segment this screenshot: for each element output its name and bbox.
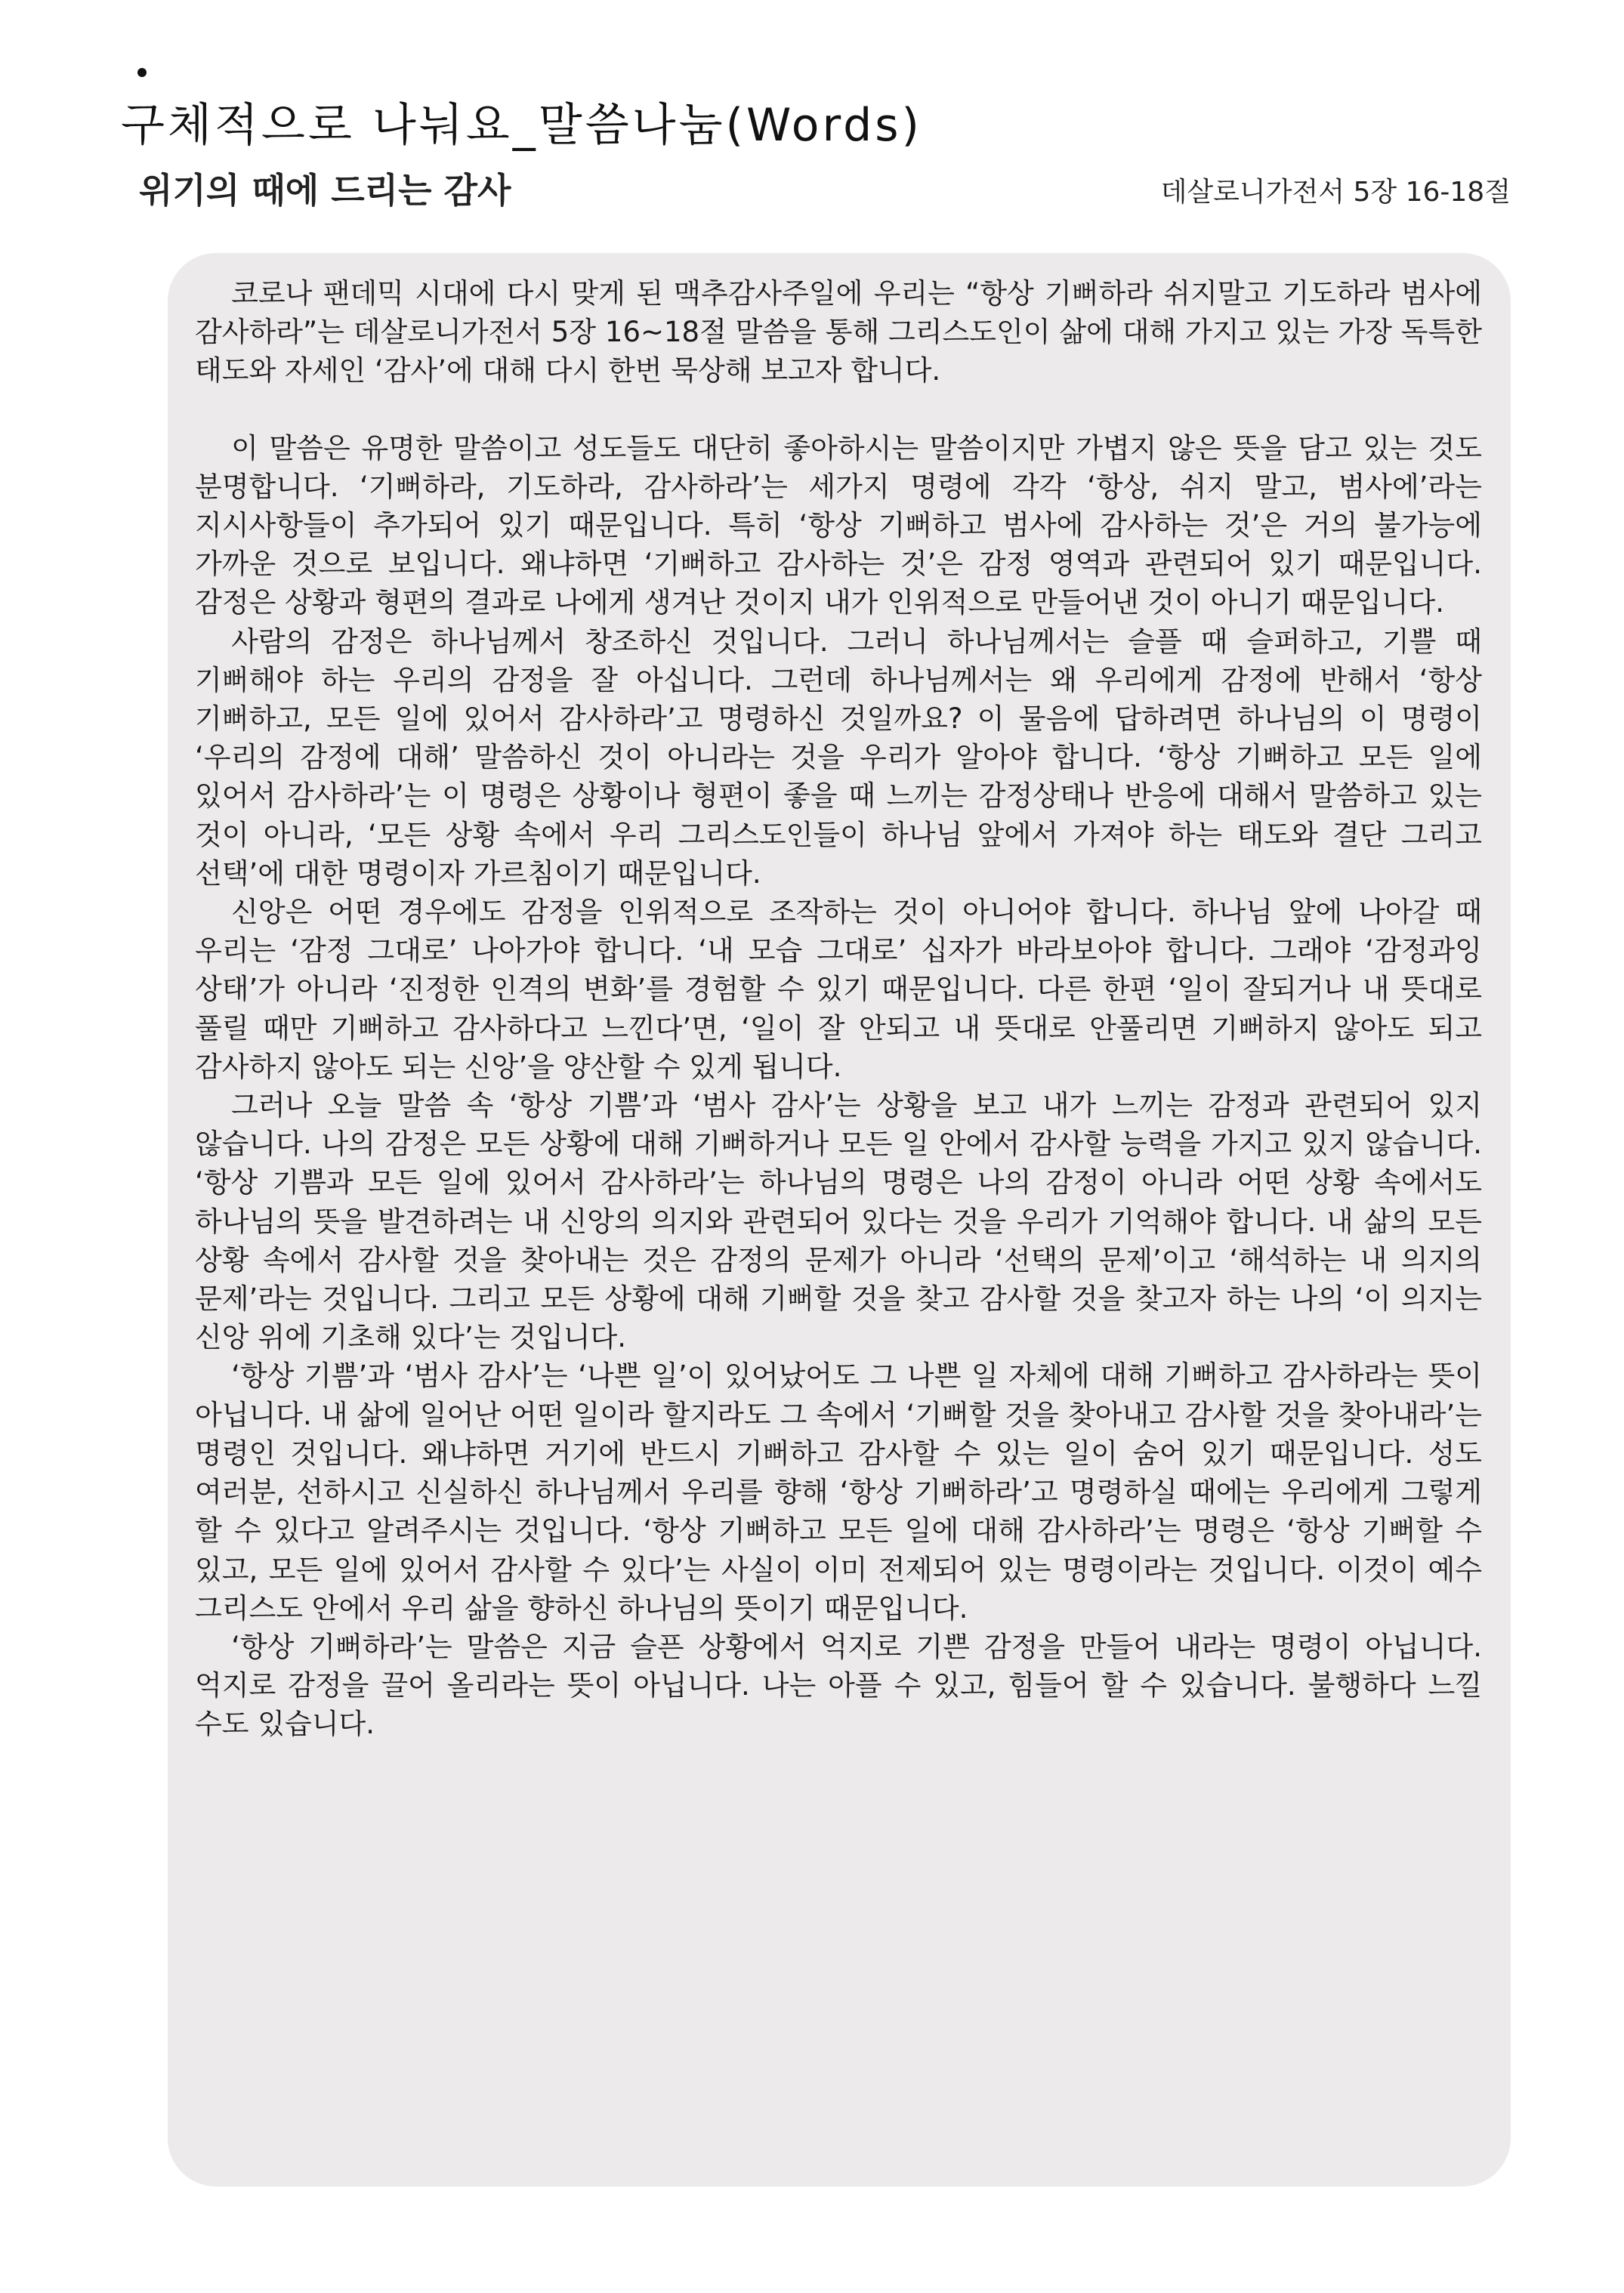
sermon-title: 위기의 때에 드리는 감사	[139, 170, 511, 211]
page-title: 구체적으로 나눠요_말씀나눔(Words)	[121, 99, 922, 152]
scripture-reference: 데살로니가전서 5장 16-18절	[1160, 177, 1511, 208]
paragraph-3: 사람의 감정은 하나님께서 창조하신 것입니다. 그러니 하나님께서는 슬플 때 슬퍼하고, 기쁠 때 기뻐해야 하는 우리의 감정을 잘 아십니다. 그런데 하나님께서는 왜 우리에게 감정에 반해서 ‘항상 기뻐하고, 모든 일에 있어서 감사하라’고 명령하신 것일까요? 이 물음에 답하려면 하나님의 이 명령이 ‘우리의 감정에 대해’ 말씀하신 것이 아니라는 것을 우리가 알아야 합니다. ‘항상 기뻐하고 모든 일에 있어서 감사하라’는 이 명령은 상황이나 형편이 좋을 때 느끼는 감정상태나 반응에 대해서 말씀하고 있는 것이 아니라, ‘모든 상황 속에서 우리 그리스도인들이 하나님 앞에서 가져야 하는 태도와 결단 그리고 선택’에 대한 명령이자 가르침이기 때문입니다.	[195, 625, 1482, 890]
sermon-text-box	[168, 253, 1511, 2187]
page-header	[121, 68, 1511, 234]
paragraph-6: ‘항상 기쁨’과 ‘범사 감사’는 ‘나쁜 일’이 있어났어도 그 나쁜 일 자체에 대해 기뻐하고 감사하라는 뜻이 아닙니다. 내 삶에 일어난 어떤 일이라 할지라도 그 속에서 ‘기뻐할 것을 찾아내고 감사할 것을 찾아내라’는 명령인 것입니다. 왜냐하면 거기에 반드시 기뻐하고 감사할 수 있는 일이 숨어 있기 때문입니다. 성도 여러분, 선하시고 신실하신 하나님께서 우리를 향해 ‘항상 기뻐하라’고 명령하실 때에는 우리에게 그렇게 할 수 있다고 알려주시는 것입니다. ‘항상 기뻐하고 모든 일에 대해 감사하라’는 명령은 ‘항상 기뻐할 수 있고, 모든 일에 있어서 감사할 수 있다’는 사실이 이미 전제되어 있는 명령이라는 것입니다. 이것이 예수 그리스도 안에서 우리 삶을 향하신 하나님의 뜻이기 때문입니다.	[195, 1359, 1482, 1625]
paragraph-2: 이 말씀은 유명한 말씀이고 성도들도 대단히 좋아하시는 말씀이지만 가볍지 않은 뜻을 담고 있는 것도 분명합니다. ‘기뻐하라, 기도하라, 감사하라’는 세가지 명령에 각각 ‘항상, 쉬지 말고, 범사에’라는 지시사항들이 추가되어 있기 때문입니다. 특히 ‘항상 기뻐하고 범사에 감사하는 것’은 거의 불가능에 가까운 것으로 보입니다. 왜냐하면 ‘기뻐하고 감사하는 것’은 감정 영역과 관련되어 있기 때문입니다. 감정은 상황과 형편의 결과로 나에게 생겨난 것이지 내가 인위적으로 만들어낸 것이 아니기 때문입니다.	[195, 431, 1482, 619]
paragraph-4: 신앙은 어떤 경우에도 감정을 인위적으로 조작하는 것이 아니어야 합니다. 하나님 앞에 나아갈 때 우리는 ‘감정 그대로’ 나아가야 합니다. ‘내 모습 그대로’ 십자가 바라보아야 합니다. 그래야 ‘감정과잉 상태’가 아니라 ‘진정한 인격의 변화’를 경험할 수 있기 때문입니다. 다른 한편 ‘일이 잘되거나 내 뜻대로 풀릴 때만 기뻐하고 감사하다고 느낀다’면, ‘일이 잘 안되고 내 뜻대로 안풀리면 기뻐하지 않아도 되고 감사하지 않아도 되는 신앙’을 양산할 수 있게 됩니다.	[195, 896, 1482, 1083]
title-accent-dot	[137, 68, 147, 77]
paragraph-1: 코로나 팬데믹 시대에 다시 맞게 된 맥추감사주일에 우리는 “항상 기뻐하라 쉬지말고 기도하라 범사에 감사하라”는 데살로니가전서 5장 16~18절 말씀을 통해 그리스도인이 삶에 대해 가지고 있는 가장 독특한 태도와 자세인 ‘감사’에 대해 다시 한번 묵상해 보고자 합니다.	[195, 277, 1482, 387]
paragraph-7: ‘항상 기뻐하라’는 말씀은 지금 슬픈 상황에서 억지로 기쁜 감정을 만들어 내라는 명령이 아닙니다. 억지로 감정을 끌어 올리라는 뜻이 아닙니다. 나는 아플 수 있고, 힘들어 할 수 있습니다. 불행하다 느낄 수도 있습니다.	[195, 1630, 1482, 1741]
paragraph-5: 그러나 오늘 말씀 속 ‘항상 기쁨’과 ‘범사 감사’는 상황을 보고 내가 느끼는 감정과 관련되어 있지 않습니다. 나의 감정은 모든 상황에 대해 기뻐하거나 모든 일 안에서 감사할 능력을 가지고 있지 않습니다. ‘항상 기쁨과 모든 일에 있어서 감사하라’는 하나님의 명령은 나의 감정이 아니라 어떤 상황 속에서도 하나님의 뜻을 발견하려는 내 신앙의 의지와 관련되어 있다는 것을 우리가 기억해야 합니다. 내 삶의 모든 상황 속에서 감사할 것을 찾아내는 것은 감정의 문제가 아니라 ‘선택의 문제’이고 ‘해석하는 내 의지의 문제’라는 것입니다. 그리고 모든 상황에 대해 기뻐할 것을 찾고 감사할 것을 찾고자 하는 나의 ‘이 의지는 신앙 위에 기초해 있다’는 것입니다.	[195, 1089, 1482, 1354]
